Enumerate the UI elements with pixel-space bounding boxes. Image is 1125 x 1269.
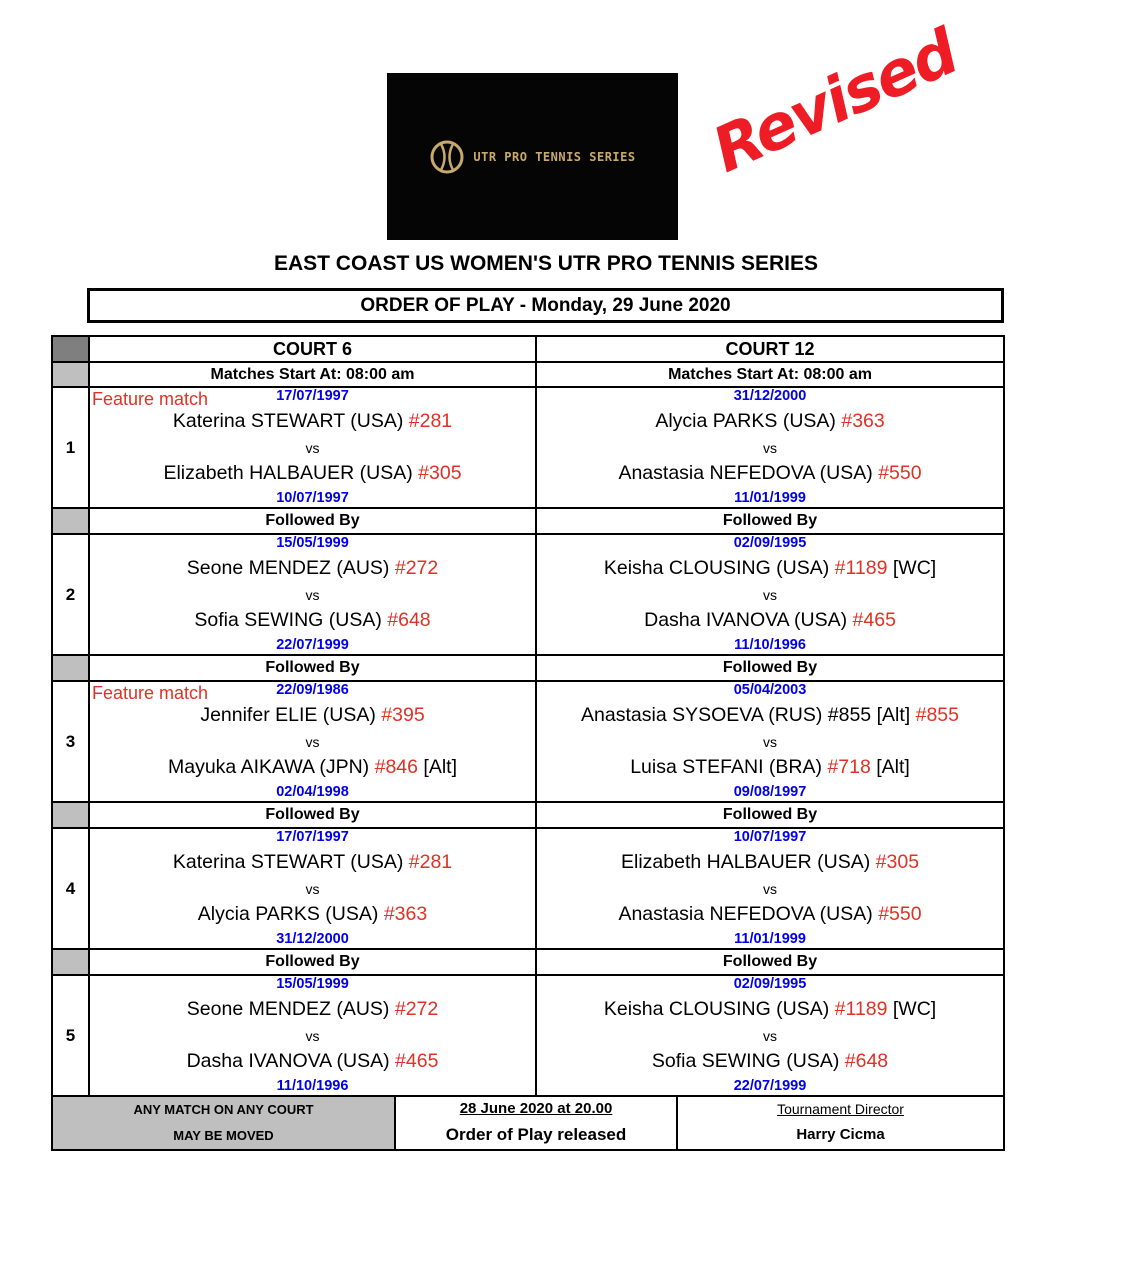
match-number: 5 bbox=[52, 975, 89, 1096]
player-name: Katerina STEWART (USA) bbox=[172, 850, 404, 873]
player-name: Sofia SEWING (USA) bbox=[194, 609, 382, 632]
moved-notice-line: MAY BE MOVED bbox=[173, 1128, 274, 1143]
player-name: Luisa STEFANI (BRA) bbox=[630, 756, 823, 779]
player-birthdate: 22/07/1999 bbox=[276, 637, 349, 653]
player-name: Jennifer ELIE (USA) bbox=[200, 703, 376, 726]
player-birthdate: 05/04/2003 bbox=[733, 682, 807, 698]
match-details bbox=[90, 829, 535, 948]
vs-label: vs bbox=[763, 880, 778, 897]
followed-by-label: Followed By bbox=[89, 508, 536, 534]
match-number: 4 bbox=[52, 828, 89, 949]
player-line bbox=[655, 408, 884, 435]
shade-cell bbox=[52, 362, 89, 387]
match-details bbox=[90, 535, 535, 654]
player-line bbox=[630, 754, 910, 781]
player-rank: #305 bbox=[418, 462, 462, 485]
player-name: Anastasia NEFEDOVA (USA) bbox=[618, 462, 873, 485]
player-rank: #550 bbox=[878, 903, 922, 926]
player-line bbox=[644, 607, 896, 634]
player-birthdate: 17/07/1997 bbox=[276, 829, 349, 845]
match-details bbox=[537, 535, 1003, 654]
player-line bbox=[173, 849, 452, 876]
match-number: 2 bbox=[52, 534, 89, 655]
player-line bbox=[200, 702, 424, 729]
player-name: Alycia PARKS (USA) bbox=[655, 409, 836, 432]
player-line bbox=[618, 460, 921, 487]
player-name: Seone MENDEZ (AUS) bbox=[186, 997, 390, 1020]
player-rank: #395 bbox=[381, 703, 425, 726]
match-details bbox=[537, 976, 1003, 1095]
moved-notice-line: ANY MATCH ON ANY COURT bbox=[133, 1102, 314, 1117]
shade-cell bbox=[52, 949, 89, 975]
order-of-play-heading: ORDER OF PLAY - Monday, 29 June 2020 bbox=[87, 288, 1004, 323]
logo-text: UTR PRO TENNIS SERIES bbox=[473, 149, 636, 164]
match-row bbox=[52, 828, 1004, 949]
vs-label: vs bbox=[763, 586, 778, 603]
entry-status: [Alt] bbox=[876, 756, 910, 779]
player-line bbox=[618, 901, 921, 928]
entry-status: [WC] bbox=[892, 997, 937, 1020]
player-birthdate: 09/08/1997 bbox=[733, 784, 807, 800]
player-line bbox=[168, 754, 457, 781]
player-rank: #465 bbox=[395, 1050, 439, 1073]
player-birthdate: 22/07/1999 bbox=[733, 1078, 807, 1094]
vs-label: vs bbox=[305, 733, 320, 750]
player-rank: #648 bbox=[844, 1050, 889, 1073]
player-birthdate: 15/05/1999 bbox=[276, 976, 349, 992]
match-cell bbox=[536, 975, 1004, 1096]
player-rank: #1189 bbox=[834, 997, 888, 1020]
match-row bbox=[52, 975, 1004, 1096]
player-birthdate: 15/05/1999 bbox=[276, 535, 349, 551]
match-cell bbox=[89, 387, 536, 508]
followed-by-label: Followed By bbox=[536, 949, 1004, 975]
vs-label: vs bbox=[763, 1027, 778, 1044]
vs-label: vs bbox=[305, 880, 320, 897]
page-title: EAST COAST US WOMEN'S UTR PRO TENNIS SERIES bbox=[273, 252, 819, 275]
entry-status: [WC] bbox=[892, 556, 937, 579]
player-birthdate: 11/01/1999 bbox=[734, 490, 806, 506]
player-birthdate: 11/01/1999 bbox=[734, 931, 806, 947]
player-birthdate: 10/07/1997 bbox=[276, 490, 349, 506]
player-birthdate: 02/09/1995 bbox=[733, 976, 807, 992]
entry-status: [Alt] bbox=[423, 756, 458, 779]
player-name: Dasha IVANOVA (USA) bbox=[186, 1050, 390, 1073]
player-birthdate: 02/09/1995 bbox=[733, 535, 807, 551]
player-birthdate: 10/07/1997 bbox=[733, 829, 807, 845]
player-line bbox=[187, 996, 438, 1023]
player-name: Anastasia NEFEDOVA (USA) bbox=[618, 903, 873, 926]
director-name: Harry Cicma bbox=[796, 1126, 885, 1143]
player-rank: #272 bbox=[394, 997, 439, 1020]
director-info bbox=[677, 1096, 1004, 1150]
match-number: 3 bbox=[52, 681, 89, 802]
shade-cell bbox=[52, 655, 89, 681]
vs-label: vs bbox=[763, 733, 778, 750]
followed-by-label: Followed By bbox=[89, 949, 536, 975]
player-name: Elizabeth HALBAUER (USA) bbox=[620, 850, 871, 873]
feature-match-label: Feature match bbox=[92, 389, 209, 409]
player-rank: #272 bbox=[394, 556, 439, 579]
followed-by-label: Followed By bbox=[536, 655, 1004, 681]
vs-label: vs bbox=[305, 586, 320, 603]
player-rank: #550 bbox=[878, 462, 922, 485]
moved-notice bbox=[52, 1096, 395, 1150]
tournament-logo bbox=[387, 73, 678, 240]
release-info bbox=[395, 1096, 677, 1150]
player-name: Katerina STEWART (USA) bbox=[172, 409, 404, 432]
player-birthdate: 31/12/2000 bbox=[276, 931, 349, 947]
tennis-ball-icon bbox=[429, 139, 465, 175]
match-details bbox=[537, 829, 1003, 948]
shade-cell bbox=[52, 802, 89, 828]
player-line bbox=[173, 408, 452, 435]
match-cell bbox=[536, 828, 1004, 949]
player-line bbox=[187, 1048, 439, 1075]
vs-label: vs bbox=[305, 439, 320, 456]
player-line bbox=[604, 996, 936, 1023]
player-name: Keisha CLOUSING (USA) bbox=[603, 997, 830, 1020]
player-birthdate: 22/09/1986 bbox=[276, 682, 349, 698]
player-name: Alycia PARKS (USA) bbox=[197, 903, 379, 926]
player-line bbox=[198, 901, 427, 928]
player-rank: #846 bbox=[374, 756, 418, 779]
player-name: Anastasia SYSOEVA (RUS) #855 [Alt] bbox=[581, 703, 911, 726]
player-rank: #281 bbox=[408, 409, 453, 432]
followed-by-label: Followed By bbox=[89, 802, 536, 828]
match-row bbox=[52, 681, 1004, 802]
player-name: Keisha CLOUSING (USA) bbox=[603, 556, 830, 579]
corner-cell bbox=[52, 336, 89, 362]
start-time: Matches Start At: 08:00 am bbox=[536, 362, 1004, 387]
shade-cell bbox=[52, 508, 89, 534]
start-time: Matches Start At: 08:00 am bbox=[89, 362, 536, 387]
revised-stamp: Revised bbox=[702, 15, 968, 187]
release-label: Order of Play released bbox=[445, 1125, 627, 1144]
match-cell bbox=[536, 534, 1004, 655]
match-cell bbox=[89, 534, 536, 655]
director-title: Tournament Director bbox=[777, 1101, 904, 1117]
player-rank: #281 bbox=[408, 850, 453, 873]
followed-by-label: Followed By bbox=[89, 655, 536, 681]
player-rank: #1189 bbox=[834, 556, 888, 579]
player-birthdate: 17/07/1997 bbox=[276, 388, 349, 404]
match-cell bbox=[89, 975, 536, 1096]
match-cell bbox=[536, 681, 1004, 802]
vs-label: vs bbox=[763, 439, 778, 456]
order-of-play-table bbox=[51, 335, 1005, 1151]
match-cell bbox=[89, 828, 536, 949]
player-rank: #465 bbox=[852, 609, 896, 632]
feature-match-label: Feature match bbox=[92, 683, 209, 703]
match-number: 1 bbox=[52, 387, 89, 508]
match-row bbox=[52, 387, 1004, 508]
followed-by-label: Followed By bbox=[536, 508, 1004, 534]
player-name: Seone MENDEZ (AUS) bbox=[186, 556, 390, 579]
player-name: Mayuka AIKAWA (JPN) bbox=[167, 756, 370, 779]
match-details bbox=[537, 388, 1003, 507]
release-date: 28 June 2020 at 20.00 bbox=[459, 1100, 613, 1117]
player-line bbox=[581, 702, 959, 729]
match-details bbox=[90, 976, 535, 1095]
player-line bbox=[604, 555, 936, 582]
player-rank: #855 bbox=[915, 703, 959, 726]
player-line bbox=[652, 1048, 888, 1075]
match-row bbox=[52, 534, 1004, 655]
player-rank: #648 bbox=[387, 609, 431, 632]
player-rank: #718 bbox=[827, 756, 871, 779]
followed-by-label: Followed By bbox=[536, 802, 1004, 828]
player-name: Sofia SEWING (USA) bbox=[651, 1050, 840, 1073]
player-rank: #363 bbox=[841, 409, 885, 432]
court-header: COURT 12 bbox=[536, 336, 1004, 362]
player-line bbox=[194, 607, 430, 634]
player-rank: #305 bbox=[875, 850, 920, 873]
match-details bbox=[537, 682, 1003, 801]
match-cell bbox=[536, 387, 1004, 508]
player-rank: #363 bbox=[383, 903, 428, 926]
player-name: Dasha IVANOVA (USA) bbox=[644, 609, 848, 632]
player-line bbox=[163, 460, 461, 487]
player-birthdate: 31/12/2000 bbox=[733, 388, 807, 404]
vs-label: vs bbox=[305, 1027, 320, 1044]
player-name: Elizabeth HALBAUER (USA) bbox=[163, 462, 413, 485]
player-birthdate: 02/04/1998 bbox=[276, 784, 349, 800]
player-birthdate: 11/10/1996 bbox=[276, 1078, 349, 1094]
player-line bbox=[187, 555, 438, 582]
match-cell bbox=[89, 681, 536, 802]
court-header: COURT 6 bbox=[89, 336, 536, 362]
player-line bbox=[621, 849, 919, 876]
player-birthdate: 11/10/1996 bbox=[734, 637, 806, 653]
